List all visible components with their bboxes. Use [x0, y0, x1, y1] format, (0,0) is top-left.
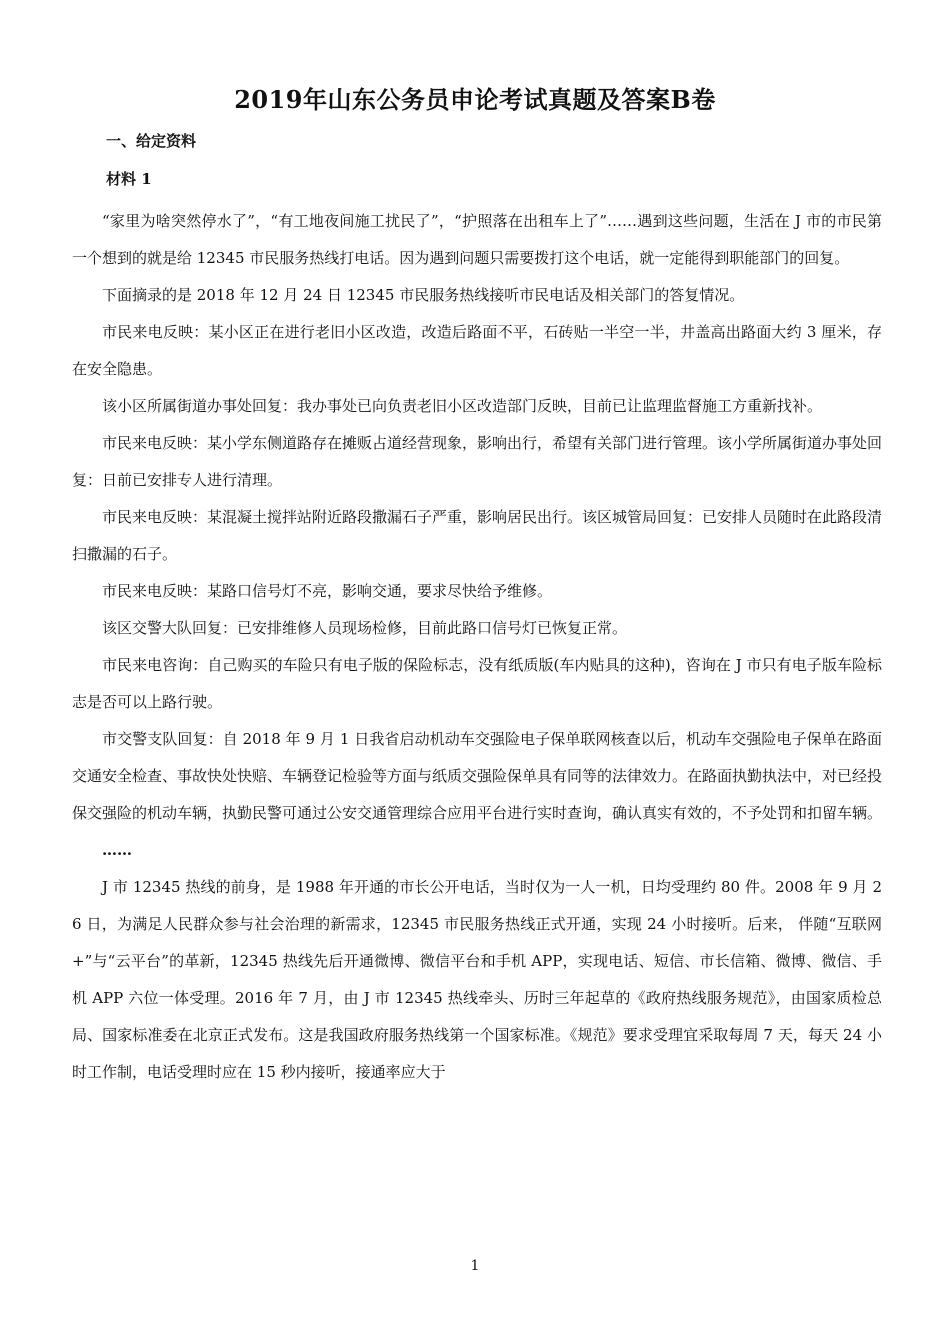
paragraph: 该区交警大队回复：已安排维修人员现场检修，目前此路口信号灯已恢复正常。: [102, 619, 628, 637]
paragraph: 该小区所属街道办事处回复：我办事处已向负责老旧小区改造部门反映，目前已让监理监督施工方重新找补。: [102, 397, 823, 415]
material-heading: 材料 1: [106, 170, 152, 188]
paragraph: 市民来电反映：某小学东侧道路存在摊贩占道经营现象，影响出行，希望有关部门进行管理。该小学所属街道办事处回复：日前已安排专人进行清理。: [72, 434, 883, 489]
paragraph: J 市 12345 热线的前身，是 1988 年开通的市长公开电话，当时仅为一人一机，日均受理约 80 件。2008 年 9 月 26 日，为满足人民群众参与社会治理的新需求，12345 市民服务热线正式开通，实现 24 小时接听。后来， 伴随“互联网+”与“云平台”的革新，12345 热线先后开通微博、微信平台和手机 APP，实现电话、短信、市长信箱、微博、微信、手机 APP 六位一体受理。2016 年 7 月，由 J 市 12345 热线牵头、历时三年起草的《政府热线服务规范》，由国家质检总局、国家标准委在北京正式发布。这是我国政府服务热线第一个国家标准。《规范》要求受理宜采取每周 7 天，每天 24 小时工作制，电话受理时应在 15 秒内接听，接通率应大于: [72, 878, 882, 1081]
document-body: [72, 203, 882, 1091]
paragraph: 市交警支队回复：自 2018 年 9 月 1 日我省启动机动车交强险电子保单联网核查以后，机动车交强险电子保单在路面交通安全检查、事故快处快赔、车辆登记检验等方面与纸质交强险保单具有同等的法律效力。在路面执勤执法中，对已经投保交强险的机动车辆，执勤民警可通过公安交通管理综合应用平台进行实时查询，确认真实有效的，不予处罚和扣留车辆。: [72, 730, 883, 822]
paragraph: 市民来电反映：某混凝土搅拌站附近路段撒漏石子严重，影响居民出行。该区城管局回复：已安排人员随时在此路段清扫撒漏的石子。: [72, 508, 883, 563]
paragraph: 下面摘录的是 2018 年 12 月 24 日 12345 市民服务热线接听市民电话及相关部门的答复情况。: [102, 286, 745, 304]
paragraph: 市民来电反映：某路口信号灯不亮，影响交通，要求尽快给予维修。: [102, 582, 553, 600]
page-number: 1: [470, 1258, 480, 1274]
ellipsis-separator: ……: [102, 841, 132, 859]
paragraph: 市民来电反映：某小区正在进行老旧小区改造，改造后路面不平，石砖贴一半空一半，井盖高出路面大约 3 厘米，存在安全隐患。: [72, 323, 882, 378]
document-title: 2019年山东公务员申论考试真题及答案B卷: [234, 85, 716, 114]
paragraph: 市民来电咨询：自己购买的车险只有电子版的保险标志，没有纸质版(车内贴具的这种)，咨询在 J 市只有电子版车险标志是否可以上路行驶。: [72, 656, 882, 711]
paragraph: “家里为啥突然停水了”，“有工地夜间施工扰民了”，“护照落在出租车上了”……遇到这些问题，生活在 J 市的市民第一个想到的就是给 12345 市民服务热线打电话。因为遇到问题只需要拨打这个电话，就一定能得到职能部门的回复。: [72, 212, 882, 267]
section-heading: 一、给定资料: [106, 132, 197, 150]
